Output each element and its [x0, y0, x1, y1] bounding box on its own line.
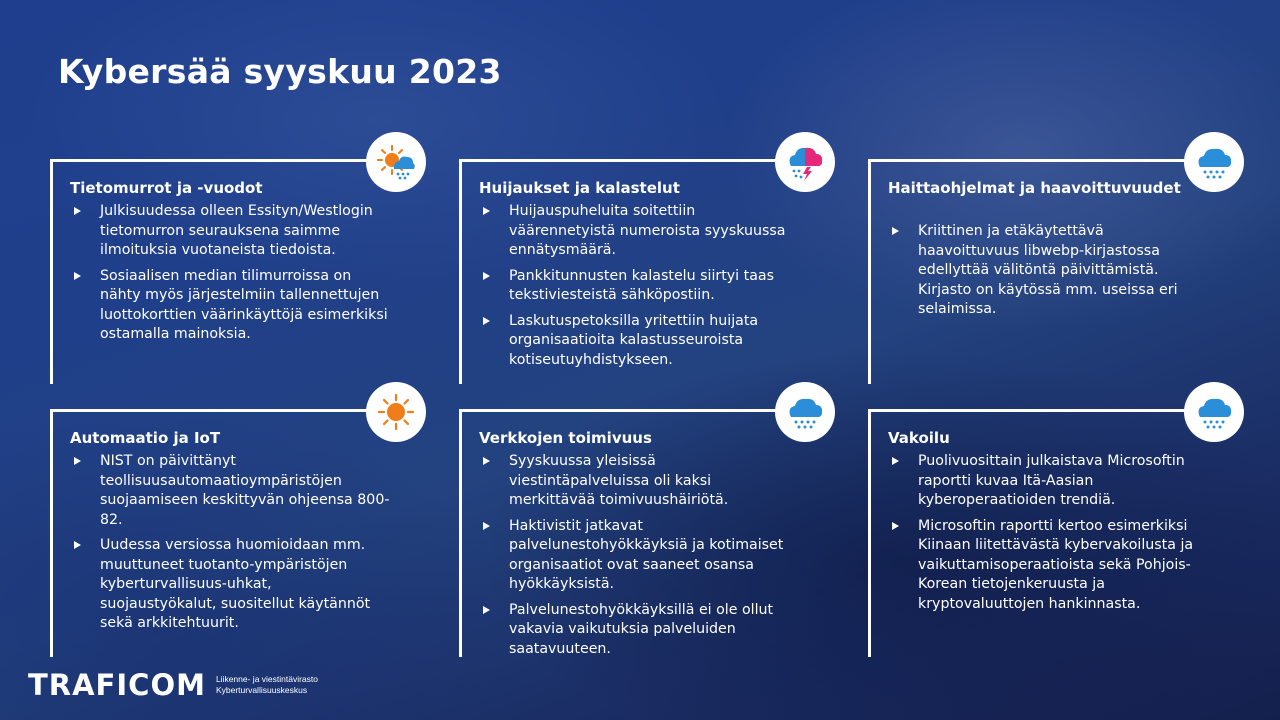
panel-malware-vulnerabilities	[868, 159, 1234, 384]
bullet-triangle-icon	[483, 317, 490, 325]
panel-heading: Automaatio ja IoT	[70, 429, 221, 447]
rain-cloud-icon	[785, 392, 825, 432]
bullet-triangle-icon	[892, 457, 899, 465]
bullet-triangle-icon	[74, 541, 81, 549]
weather-badge	[775, 132, 835, 192]
logo-subtitle	[216, 674, 318, 696]
bullet-list	[479, 202, 799, 376]
bullet-triangle-icon	[483, 207, 490, 215]
weather-badge	[366, 382, 426, 442]
panel-heading: Vakoilu	[888, 429, 950, 447]
list-item	[479, 452, 799, 511]
bullet-triangle-icon	[892, 522, 899, 530]
rain-cloud-icon	[1194, 142, 1234, 182]
list-item	[479, 601, 799, 660]
thunderstorm-cloud-icon	[785, 142, 825, 182]
bullet-triangle-icon	[74, 272, 81, 280]
list-item	[70, 202, 390, 261]
bullet-list	[888, 452, 1208, 620]
list-item-text: Kriittinen ja etäkäytettävä haavoittuvuus libwebp-kirjastossa edellyttää välitöntä päivittämistä. Kirjasto on käytössä mm. useissa eri selaimissa.	[918, 223, 1178, 317]
list-item	[479, 517, 799, 595]
panel-heading: Huijaukset ja kalastelut	[479, 179, 680, 197]
list-item	[70, 452, 390, 530]
list-item-text: Sosiaalisen median tilimurroissa on nähty myös järjestelmiin tallennettujen luottokorttien väärinkäyttöjä esimerkiksi ostamalla mainoksia.	[100, 267, 388, 342]
list-item-text: Haktivistit jatkavat palvelunestohyökkäyksiä ja kotimaiset organisaatiot ovat saaneet osansa hyökkäyksistä.	[509, 517, 784, 592]
list-item	[479, 312, 799, 371]
list-item-text: Uudessa versiossa huomioidaan mm. muuttuneet tuotanto-ympäristöjen kyberturvallisuus-uhkat, suojaustyökalut, suositellut käytännöt sekä arkkitehtuurit.	[100, 537, 371, 631]
weather-badge	[366, 132, 426, 192]
panel-heading: Tietomurrot ja -vuodot	[70, 179, 263, 197]
list-item-text: Syyskuussa yleisissä viestintäpalveluissa oli kaksi merkittävää toimivuushäiriötä.	[509, 453, 729, 508]
list-item-text: Huijauspuheluita soitettiin väärennetyistä numeroista syyskuussa ennätysmäärä.	[509, 203, 786, 258]
bullet-list	[888, 222, 1208, 326]
list-item-text: Julkisuudessa olleen Essityn/Westlogin tietomurron seurauksena saimme ilmoituksia vuotaneista tiedoista.	[100, 203, 373, 258]
list-item	[70, 267, 390, 345]
bullet-triangle-icon	[74, 207, 81, 215]
bullet-triangle-icon	[74, 457, 81, 465]
org-name-line1: Liikenne- ja viestintävirasto	[215, 674, 319, 684]
bullet-triangle-icon	[483, 522, 490, 530]
bullet-triangle-icon	[892, 227, 899, 235]
list-item	[888, 222, 1208, 320]
panel-network-reliability	[459, 409, 825, 657]
list-item-text: Pankkitunnusten kalastelu siirtyi taas tekstiviesteistä sähköpostiin.	[509, 267, 774, 303]
list-item-text: Microsoftin raportti kertoo esimerkiksi Kiinaan liitettävästä kybervakoilusta ja vaikuttamisoperaatioista sekä Pohjois-Korean tietojenkeruusta ja kryptovaluuttojen hankinnasta.	[918, 517, 1194, 612]
logo-wordmark: TRAFICOM	[28, 668, 206, 702]
bullet-list	[70, 452, 390, 640]
list-item	[888, 452, 1208, 511]
bullet-triangle-icon	[483, 457, 490, 465]
sun-behind-rain-cloud-icon	[376, 142, 416, 182]
weather-badge	[1184, 132, 1244, 192]
bullet-list	[479, 452, 799, 665]
list-item	[479, 202, 799, 261]
panel-heading: Haittaohjelmat ja haavoittuvuudet	[888, 179, 1181, 197]
panel-scams-phishing	[459, 159, 825, 384]
list-item-text: Laskutuspetoksilla yritettiin huijata organisaatioita kalastusseuroista kotiseutuyhdistykseen.	[509, 312, 759, 368]
slide-title: Kybersää syyskuu 2023	[58, 52, 502, 91]
sun-icon	[376, 392, 416, 432]
list-item-text: Palvelunestohyökkäyksillä ei ole ollut vakavia vaikutuksia palveluiden saatavuuteen.	[509, 601, 774, 657]
panel-automation-iot	[50, 409, 416, 657]
weather-badge	[775, 382, 835, 442]
list-item	[479, 267, 799, 306]
list-item-text: Puolivuosittain julkaistava Microsoftin raportti kuvaa Itä-Aasian kyberoperaatioiden trendiä.	[918, 453, 1185, 508]
panel-espionage	[868, 409, 1234, 657]
traficom-logo	[28, 670, 318, 700]
org-name-line2: Kyberturvallisuuskeskus	[215, 685, 308, 695]
panel-data-breaches	[50, 159, 416, 384]
list-item	[888, 517, 1208, 615]
rain-cloud-icon	[1194, 392, 1234, 432]
bullet-triangle-icon	[483, 606, 490, 614]
list-item-text: NIST on päivittänyt teollisuusautomaatioympäristöjen suojaamiseen keskittyvän ohjeensa 800-82.	[100, 453, 390, 528]
list-item	[70, 536, 390, 634]
weather-badge	[1184, 382, 1244, 442]
panel-heading: Verkkojen toimivuus	[479, 429, 652, 447]
bullet-triangle-icon	[483, 272, 490, 280]
bullet-list	[70, 202, 390, 351]
